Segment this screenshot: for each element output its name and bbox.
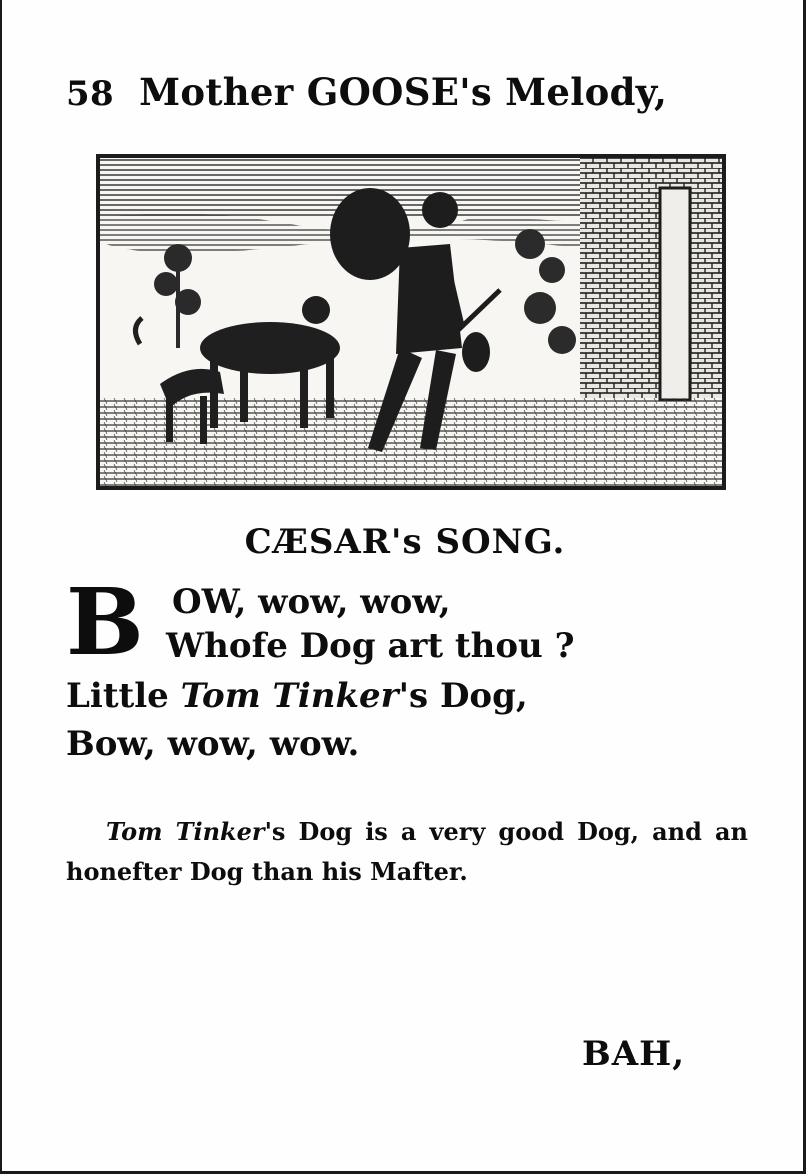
brick-wall [580,158,722,398]
poem-line-4: Bow, wow, wow. [66,724,360,764]
doorway [660,188,690,400]
song-title: CÆSAR's SONG. [244,522,566,562]
bush-right [515,229,576,354]
poem-line-3-name: Tom Tinker [180,676,399,716]
note-text: 's Dog is a very good Dog, and an honefter Dog than his Mafter. [66,817,748,886]
moral-note [66,812,748,892]
bush-left [154,244,201,348]
page-header [66,70,667,114]
note-name: Tom Tinker [106,817,265,846]
poem-line-2: Whofe Dog art thou ? [166,626,575,666]
woodcut-illustration [96,154,726,490]
poem-line-3 [66,676,528,716]
drop-cap: B [66,568,144,676]
poem-line-3-end: 's Dog, [398,676,528,716]
page-number: 58 [66,74,114,114]
poem-line-3-start: Little [66,676,181,716]
ground [100,398,722,486]
running-title: Mother GOOSE's Melody, [139,70,668,114]
woodcut-drawing [100,158,722,486]
poem-line-1: OW, wow, wow, [172,582,451,622]
catchword: BAH, [582,1034,686,1074]
